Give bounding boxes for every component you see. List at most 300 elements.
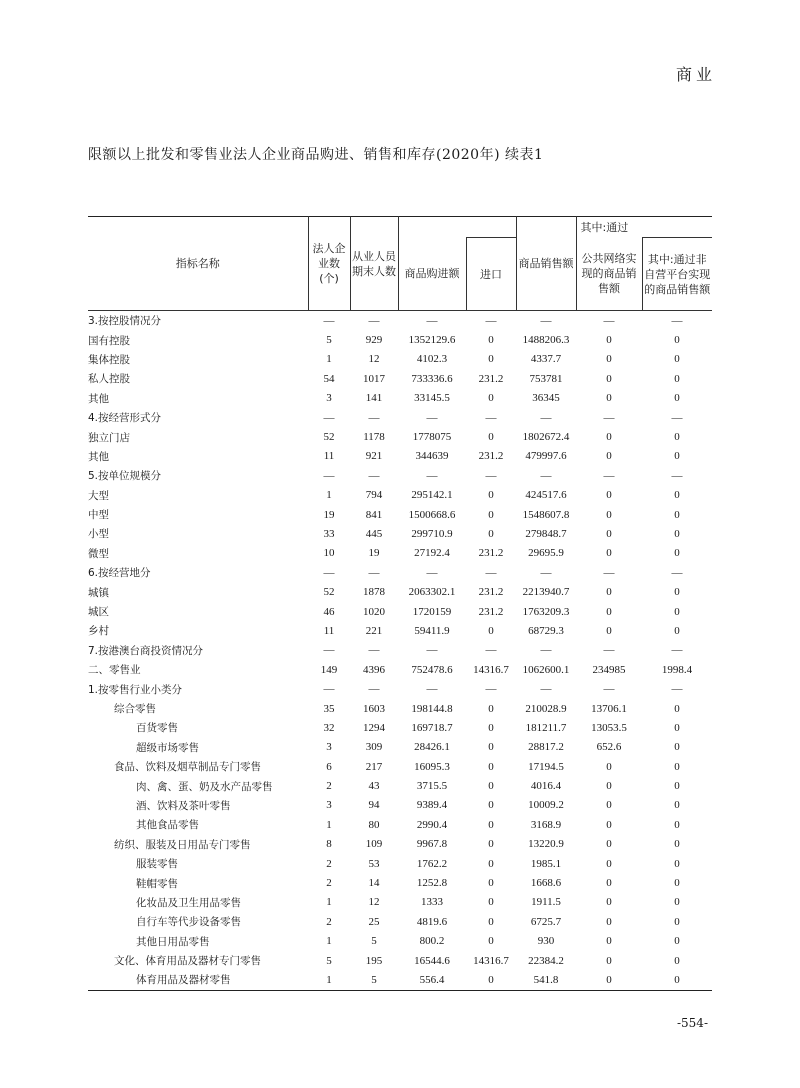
cell-value: 0 bbox=[674, 586, 680, 599]
cell-value: 8 bbox=[326, 838, 332, 851]
table-row bbox=[88, 582, 712, 601]
cell-value: 0 bbox=[576, 970, 642, 990]
row-label: 肉、禽、蛋、奶及水产品零售 bbox=[136, 780, 273, 793]
table-body bbox=[88, 311, 712, 991]
cell-value: 3168.9 bbox=[530, 818, 562, 831]
cell-value: 22384.2 bbox=[528, 954, 564, 967]
cell-value: 0 bbox=[488, 877, 494, 890]
row-label: 其他日用品零售 bbox=[136, 935, 210, 948]
cell-value: 33145.5 bbox=[414, 392, 450, 405]
cell-value: 1252.8 bbox=[416, 877, 448, 890]
cell-value: 13053.5 bbox=[591, 721, 627, 734]
cell-value: — bbox=[603, 411, 615, 424]
row-label: 百货零售 bbox=[136, 722, 178, 735]
table-row bbox=[88, 350, 712, 369]
cell-value: — bbox=[323, 411, 335, 424]
table-row bbox=[88, 641, 712, 660]
row-label: 国有控股 bbox=[88, 334, 130, 347]
cell-value: 479997.6 bbox=[525, 450, 567, 463]
cell-value: 0 bbox=[674, 547, 680, 560]
row-label: 纺织、服装及日用品专门零售 bbox=[114, 838, 251, 851]
cell-value: 3715.5 bbox=[416, 780, 448, 793]
cell-value: 556.4 bbox=[398, 970, 466, 990]
cell-value: 0 bbox=[674, 857, 680, 870]
cell-value: 19 bbox=[323, 508, 335, 521]
row-label: 大型 bbox=[88, 489, 109, 502]
table-row bbox=[88, 796, 712, 815]
cell-value: 109 bbox=[365, 838, 383, 851]
row-label: 6.按经营地分 bbox=[88, 567, 151, 580]
cell-value: 1998.4 bbox=[661, 663, 693, 676]
cell-value: 16095.3 bbox=[414, 760, 450, 773]
header-online-group: 其中:通过 bbox=[576, 217, 712, 238]
cell-value: 930 bbox=[537, 935, 555, 948]
cell-value: 52 bbox=[323, 586, 335, 599]
cell-value: 4819.6 bbox=[416, 915, 448, 928]
cell-value: 13706.1 bbox=[591, 702, 627, 715]
cell-value: — bbox=[485, 644, 497, 657]
cell-value: 1488206.3 bbox=[522, 334, 570, 347]
cell-value: — bbox=[323, 644, 335, 657]
cell-value: 279848.7 bbox=[525, 527, 567, 540]
cell-value: 0 bbox=[674, 780, 680, 793]
cell-value: — bbox=[485, 469, 497, 482]
cell-value: 27192.4 bbox=[414, 547, 450, 560]
cell-value: — bbox=[368, 683, 380, 696]
table-row bbox=[88, 369, 712, 388]
cell-value: 4337.7 bbox=[530, 353, 562, 366]
header-purchase-group bbox=[398, 217, 516, 238]
cell-value: 0 bbox=[606, 799, 612, 812]
cell-value: 0 bbox=[606, 547, 612, 560]
cell-value: 149 bbox=[320, 663, 338, 676]
cell-value: 12 bbox=[368, 896, 380, 909]
cell-value: — bbox=[485, 566, 497, 579]
cell-value: 295142.1 bbox=[411, 489, 453, 502]
cell-value: 5 bbox=[326, 334, 332, 347]
row-label: 4.按经营形式分 bbox=[88, 412, 162, 425]
cell-value: 541.8 bbox=[516, 970, 576, 990]
cell-value: — bbox=[323, 469, 335, 482]
cell-value: 0 bbox=[674, 392, 680, 405]
cell-value: 3 bbox=[326, 741, 332, 754]
cell-value: 25 bbox=[368, 915, 380, 928]
row-label: 鞋帽零售 bbox=[136, 877, 178, 890]
cell-value: — bbox=[540, 566, 552, 579]
table-row bbox=[88, 893, 712, 912]
cell-value: 921 bbox=[365, 450, 383, 463]
cell-value: 2 bbox=[326, 857, 332, 870]
cell-value: — bbox=[671, 566, 683, 579]
cell-value: 0 bbox=[674, 838, 680, 851]
statistics-table bbox=[88, 216, 712, 991]
row-label: 其他食品零售 bbox=[136, 819, 199, 832]
cell-value: — bbox=[368, 644, 380, 657]
cell-value: 0 bbox=[488, 334, 494, 347]
table-row bbox=[88, 621, 712, 640]
cell-value: 2 bbox=[326, 780, 332, 793]
cell-value: 10 bbox=[323, 547, 335, 560]
cell-value: 1548607.8 bbox=[522, 508, 570, 521]
table-row bbox=[88, 408, 712, 427]
header-non-self: 其中:通过非自营平台实现的商品销售额 bbox=[642, 238, 712, 311]
table-row bbox=[88, 970, 712, 990]
cell-value: — bbox=[603, 683, 615, 696]
cell-value: — bbox=[671, 469, 683, 482]
cell-value: 0 bbox=[606, 935, 612, 948]
cell-value: 2 bbox=[326, 915, 332, 928]
cell-value: 0 bbox=[606, 877, 612, 890]
cell-value: 0 bbox=[674, 372, 680, 385]
cell-value: 221 bbox=[365, 624, 383, 637]
cell-value: 12 bbox=[368, 353, 380, 366]
cell-value: 1668.6 bbox=[530, 877, 562, 890]
table-row bbox=[88, 932, 712, 951]
table-row bbox=[88, 951, 712, 970]
cell-value: 1333 bbox=[421, 896, 443, 909]
cell-value: 0 bbox=[488, 624, 494, 637]
cell-value: 0 bbox=[606, 896, 612, 909]
cell-value: 0 bbox=[606, 838, 612, 851]
table-row bbox=[88, 563, 712, 582]
cell-value: 299710.9 bbox=[411, 527, 453, 540]
header-online: 公共网络实现的商品销售额 bbox=[576, 238, 642, 311]
cell-value: 0 bbox=[488, 760, 494, 773]
cell-value: 0 bbox=[488, 527, 494, 540]
cell-value: 1878 bbox=[363, 586, 385, 599]
table-row bbox=[88, 815, 712, 834]
table-row bbox=[88, 873, 712, 892]
row-label: 其他 bbox=[88, 392, 109, 405]
cell-value: 0 bbox=[488, 935, 494, 948]
cell-value: 217 bbox=[365, 760, 383, 773]
header-import: 进口 bbox=[466, 238, 516, 311]
table-row bbox=[88, 466, 712, 485]
cell-value: — bbox=[603, 566, 615, 579]
row-label: 化妆品及卫生用品零售 bbox=[136, 896, 241, 909]
cell-value: 2213940.7 bbox=[522, 586, 570, 599]
table-row bbox=[88, 486, 712, 505]
cell-value: 424517.6 bbox=[525, 489, 567, 502]
cell-value: 0 bbox=[674, 431, 680, 444]
header-sales: 商品销售额 bbox=[516, 217, 576, 311]
cell-value: 6725.7 bbox=[530, 915, 562, 928]
cell-value: 0 bbox=[674, 702, 680, 715]
cell-value: — bbox=[603, 314, 615, 327]
cell-value: 0 bbox=[606, 372, 612, 385]
cell-value: 43 bbox=[368, 780, 380, 793]
cell-value: 841 bbox=[365, 508, 383, 521]
table-row bbox=[88, 738, 712, 757]
row-label: 乡村 bbox=[88, 625, 109, 638]
cell-value: 0 bbox=[488, 896, 494, 909]
row-label: 微型 bbox=[88, 547, 109, 560]
cell-value: — bbox=[368, 411, 380, 424]
cell-value: 68729.3 bbox=[528, 624, 564, 637]
cell-value: 0 bbox=[674, 799, 680, 812]
cell-value: 231.2 bbox=[478, 605, 504, 618]
cell-value: — bbox=[671, 411, 683, 424]
row-label: 其他 bbox=[88, 450, 109, 463]
cell-value: 29695.9 bbox=[528, 547, 564, 560]
cell-value: 13220.9 bbox=[528, 838, 564, 851]
cell-value: 14316.7 bbox=[473, 663, 509, 676]
cell-value: 2990.4 bbox=[416, 818, 448, 831]
cell-value: 0 bbox=[606, 780, 612, 793]
cell-value: 0 bbox=[606, 353, 612, 366]
row-label: 小型 bbox=[88, 528, 109, 541]
cell-value: 0 bbox=[606, 392, 612, 405]
cell-value: 3 bbox=[326, 799, 332, 812]
cell-value: 0 bbox=[606, 527, 612, 540]
table-row bbox=[88, 544, 712, 563]
cell-value: 0 bbox=[488, 741, 494, 754]
cell-value: 5 bbox=[371, 935, 377, 948]
cell-value: — bbox=[603, 644, 615, 657]
cell-value: 0 bbox=[606, 915, 612, 928]
cell-value: 198144.8 bbox=[411, 702, 453, 715]
cell-value: 35 bbox=[323, 702, 335, 715]
cell-value: 0 bbox=[674, 527, 680, 540]
cell-value: 80 bbox=[368, 818, 380, 831]
cell-value: 445 bbox=[365, 527, 383, 540]
table-row bbox=[88, 776, 712, 795]
cell-value: 28817.2 bbox=[528, 741, 564, 754]
cell-value: 929 bbox=[365, 334, 383, 347]
cell-value: 1 bbox=[308, 970, 350, 990]
header-employees: 从业人员期末人数 bbox=[350, 217, 398, 311]
cell-value: — bbox=[485, 411, 497, 424]
table-row bbox=[88, 505, 712, 524]
cell-value: 46 bbox=[323, 605, 335, 618]
cell-value: 0 bbox=[674, 605, 680, 618]
cell-value: 0 bbox=[466, 970, 516, 990]
row-label: 酒、饮料及茶叶零售 bbox=[136, 799, 231, 812]
cell-value: 652.6 bbox=[596, 741, 622, 754]
row-label: 1.按零售行业小类分 bbox=[88, 683, 183, 696]
cell-value: 16544.6 bbox=[414, 954, 450, 967]
cell-value: 0 bbox=[674, 624, 680, 637]
cell-value: 1500668.6 bbox=[408, 508, 456, 521]
cell-value: 0 bbox=[674, 896, 680, 909]
cell-value: 1062600.1 bbox=[522, 663, 570, 676]
cell-value: — bbox=[426, 314, 438, 327]
cell-value: 1603 bbox=[363, 702, 385, 715]
cell-value: 1720159 bbox=[412, 605, 452, 618]
table-row bbox=[88, 679, 712, 698]
cell-value: 1 bbox=[326, 353, 332, 366]
table-row bbox=[88, 757, 712, 776]
cell-value: 4016.4 bbox=[530, 780, 562, 793]
cell-value: 0 bbox=[606, 624, 612, 637]
cell-value: 0 bbox=[606, 857, 612, 870]
row-label: 7.按港澳台商投资情况分 bbox=[88, 644, 204, 657]
cell-value: 1020 bbox=[363, 605, 385, 618]
cell-value: 1352129.6 bbox=[408, 334, 456, 347]
cell-value: 195 bbox=[365, 954, 383, 967]
cell-value: 231.2 bbox=[478, 372, 504, 385]
cell-value: — bbox=[540, 644, 552, 657]
cell-value: 94 bbox=[368, 799, 380, 812]
cell-value: 0 bbox=[488, 838, 494, 851]
table-row bbox=[88, 912, 712, 931]
cell-value: 33 bbox=[323, 527, 335, 540]
cell-value: — bbox=[368, 314, 380, 327]
cell-value: 0 bbox=[488, 915, 494, 928]
cell-value: — bbox=[485, 683, 497, 696]
row-label: 综合零售 bbox=[114, 703, 156, 715]
cell-value: 1294 bbox=[363, 721, 385, 734]
cell-value: 800.2 bbox=[419, 935, 445, 948]
table-row bbox=[88, 330, 712, 349]
header-name: 指标名称 bbox=[88, 217, 308, 311]
cell-value: 11 bbox=[323, 624, 335, 637]
row-label: 食品、饮料及烟草制品专门零售 bbox=[114, 761, 261, 774]
cell-value: 169718.7 bbox=[411, 721, 453, 734]
cell-value: 0 bbox=[674, 760, 680, 773]
cell-value: 234985 bbox=[592, 663, 626, 676]
cell-value: 0 bbox=[606, 489, 612, 502]
cell-value: 10009.2 bbox=[528, 799, 564, 812]
row-label: 文化、体育用品及器材专门零售 bbox=[114, 955, 261, 968]
cell-value: 0 bbox=[674, 721, 680, 734]
cell-value: 2063302.1 bbox=[408, 586, 456, 599]
cell-value: 0 bbox=[674, 334, 680, 347]
cell-value: 0 bbox=[488, 508, 494, 521]
table-row bbox=[88, 835, 712, 854]
row-label: 体育用品及器材零售 bbox=[88, 970, 308, 990]
cell-value: 1 bbox=[326, 896, 332, 909]
cell-value: — bbox=[485, 314, 497, 327]
cell-value: 0 bbox=[606, 605, 612, 618]
cell-value: — bbox=[323, 683, 335, 696]
cell-value: — bbox=[671, 644, 683, 657]
cell-value: 752478.6 bbox=[411, 663, 453, 676]
cell-value: 54 bbox=[323, 372, 335, 385]
table-row bbox=[88, 427, 712, 446]
cell-value: 5 bbox=[350, 970, 398, 990]
table-row bbox=[88, 602, 712, 621]
cell-value: 52 bbox=[323, 431, 335, 444]
cell-value: 0 bbox=[606, 334, 612, 347]
cell-value: — bbox=[603, 469, 615, 482]
cell-value: 0 bbox=[674, 508, 680, 521]
cell-value: 210028.9 bbox=[525, 702, 567, 715]
cell-value: 0 bbox=[488, 489, 494, 502]
cell-value: — bbox=[540, 683, 552, 696]
table-row bbox=[88, 854, 712, 873]
cell-value: 0 bbox=[674, 954, 680, 967]
cell-value: 0 bbox=[488, 702, 494, 715]
cell-value: 36345 bbox=[532, 392, 560, 405]
cell-value: — bbox=[426, 566, 438, 579]
cell-value: 1 bbox=[326, 818, 332, 831]
cell-value: 231.2 bbox=[478, 547, 504, 560]
cell-value: 59411.9 bbox=[414, 624, 450, 637]
cell-value: 1911.5 bbox=[531, 896, 561, 909]
cell-value: 3 bbox=[326, 392, 332, 405]
cell-value: 0 bbox=[606, 818, 612, 831]
cell-value: 1778075 bbox=[412, 431, 452, 444]
cell-value: 0 bbox=[606, 508, 612, 521]
header-purchase: 商品购进额 bbox=[398, 238, 466, 311]
table-row bbox=[88, 718, 712, 737]
row-label: 5.按单位规模分 bbox=[88, 470, 162, 483]
cell-value: 0 bbox=[606, 431, 612, 444]
cell-value: 4396 bbox=[363, 663, 385, 676]
row-label: 独立门店 bbox=[88, 431, 130, 444]
cell-value: — bbox=[426, 683, 438, 696]
cell-value: 1 bbox=[326, 489, 332, 502]
cell-value: 0 bbox=[674, 741, 680, 754]
row-label: 城镇 bbox=[88, 586, 109, 599]
row-label: 服装零售 bbox=[136, 858, 178, 871]
table-row bbox=[88, 524, 712, 543]
row-label: 3.按控股情况分 bbox=[88, 315, 162, 328]
cell-value: 0 bbox=[642, 970, 712, 990]
page-number: -554- bbox=[676, 1016, 708, 1030]
cell-value: 11 bbox=[323, 450, 335, 463]
cell-value: — bbox=[671, 683, 683, 696]
cell-value: 0 bbox=[488, 780, 494, 793]
cell-value: — bbox=[540, 314, 552, 327]
cell-value: 344639 bbox=[415, 450, 449, 463]
cell-value: 0 bbox=[674, 935, 680, 948]
cell-value: 4102.3 bbox=[416, 353, 448, 366]
cell-value: 0 bbox=[674, 450, 680, 463]
cell-value: 1763209.3 bbox=[522, 605, 570, 618]
cell-value: 0 bbox=[488, 857, 494, 870]
table-row bbox=[88, 447, 712, 466]
cell-value: 2 bbox=[326, 877, 332, 890]
table-title: 限额以上批发和零售业法人企业商品购进、销售和库存(2020年) 续表1 bbox=[88, 147, 544, 163]
cell-value: 32 bbox=[323, 721, 335, 734]
row-label: 城区 bbox=[88, 606, 109, 619]
cell-value: 0 bbox=[606, 586, 612, 599]
cell-value: 0 bbox=[674, 818, 680, 831]
table-row bbox=[88, 311, 712, 331]
cell-value: — bbox=[671, 314, 683, 327]
table-row bbox=[88, 389, 712, 408]
cell-value: 0 bbox=[606, 954, 612, 967]
cell-value: — bbox=[540, 469, 552, 482]
cell-value: 1178 bbox=[363, 431, 385, 444]
cell-value: 0 bbox=[674, 915, 680, 928]
cell-value: 0 bbox=[488, 799, 494, 812]
cell-value: 733336.6 bbox=[411, 372, 453, 385]
cell-value: 53 bbox=[368, 857, 380, 870]
cell-value: 0 bbox=[606, 760, 612, 773]
row-label: 私人控股 bbox=[88, 373, 130, 386]
cell-value: 309 bbox=[365, 741, 383, 754]
cell-value: 0 bbox=[488, 392, 494, 405]
cell-value: 28426.1 bbox=[414, 741, 450, 754]
cell-value: 0 bbox=[488, 431, 494, 444]
cell-value: 0 bbox=[674, 489, 680, 502]
cell-value: 0 bbox=[488, 818, 494, 831]
cell-value: — bbox=[323, 314, 335, 327]
row-label: 中型 bbox=[88, 509, 109, 522]
cell-value: — bbox=[368, 566, 380, 579]
header-enterprises: 法人企业数(个) bbox=[308, 217, 350, 311]
cell-value: 17194.5 bbox=[528, 760, 564, 773]
cell-value: — bbox=[323, 566, 335, 579]
cell-value: 19 bbox=[368, 547, 380, 560]
cell-value: 1985.1 bbox=[530, 857, 562, 870]
cell-value: 9389.4 bbox=[416, 799, 448, 812]
cell-value: — bbox=[368, 469, 380, 482]
cell-value: 1802672.4 bbox=[522, 431, 570, 444]
